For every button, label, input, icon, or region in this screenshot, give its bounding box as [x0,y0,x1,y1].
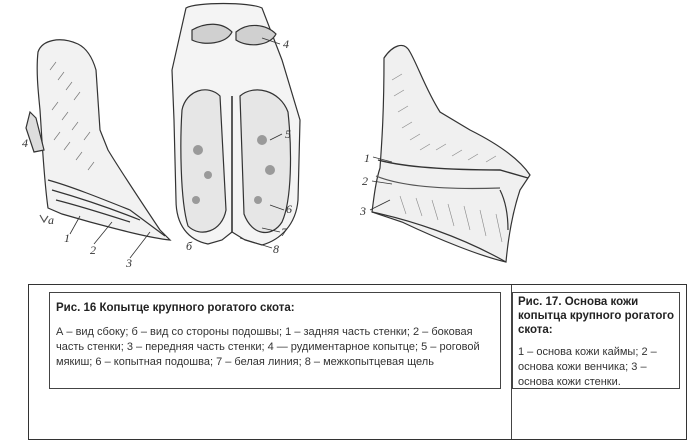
hoof-side-view-drawing [26,40,170,240]
fig17-caption-title: Рис. 17. Основа кожи копытца крупного рогатого скота: [518,296,675,336]
fig16-label-b: б [186,239,193,253]
fig16-label-a: а [48,213,54,227]
fig17-label-1: 1 [364,151,370,165]
fig17-caption-cell [511,285,686,439]
fig16-label-6: 6 [286,202,292,216]
fig16-label-4-side: 4 [22,136,28,150]
fig16-caption-box [49,292,501,389]
fig16-label-4-sole: 4 [283,37,289,51]
fig16-caption-title: Рис. 16 Копытце крупного рогатого скота: [56,302,295,314]
fig16-caption-text: А – вид сбоку; б – вид со стороны подошвы; 1 – задняя часть стенки; 2 – боковая часть стенки; 3 – передняя часть стенки; 4 — рудиментарное копытце; 5 – роговой мякиш; 6 – копытная подошва; 7 – белая линия; 8 – межкопытцевая щель [56,326,480,368]
caption-table [28,284,687,440]
hoof-dermis-drawing [370,45,530,262]
fig16-label-7: 7 [281,225,287,239]
fig17-label-3: 3 [360,204,366,218]
fig16-label-1: 1 [64,231,70,245]
fig16-label-5: 5 [285,127,291,141]
fig16-label-3: 3 [126,256,132,270]
fig16-label-8: 8 [273,242,279,256]
fig17-caption-text: 1 – основа кожи каймы; 2 – основа кожи венчика; 3 – основа кожи стенки. [518,346,657,388]
fig16-label-2: 2 [90,243,96,257]
fig17-caption-box [512,292,680,389]
fig17-label-2: 2 [362,174,368,188]
